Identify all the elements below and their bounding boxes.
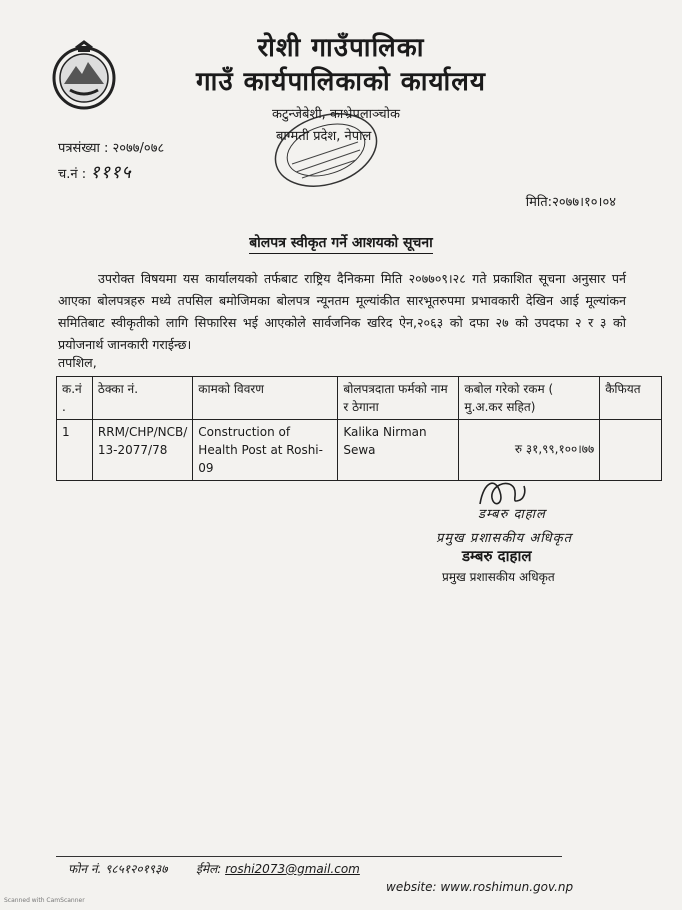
header-amount: कबोल गरेको रकम ( मु.अ.कर सहित) — [459, 377, 600, 420]
scanner-watermark: Scanned with CamScanner — [4, 897, 85, 904]
reference-value: २०७७/०७८ — [112, 141, 165, 156]
notice-title — [0, 233, 682, 252]
office-title-line2: गाउँ कार्यपालिकाको कार्यालय — [196, 67, 486, 97]
header-remarks: कैफियत — [600, 377, 662, 420]
tapsil-label: तपशिल, — [58, 355, 97, 370]
office-address-line2: बाग्मती प्रदेश, नेपाल — [276, 129, 372, 144]
dispatch-number — [58, 160, 132, 184]
footer-divider — [56, 856, 562, 857]
signature-name-handwritten: डम्बरु दाहाल — [478, 507, 546, 522]
dispatch-label: च.नं : — [58, 167, 87, 182]
cell-contract-no: RRM/CHP/NCB/ 13-2077/78 — [92, 420, 192, 481]
bid-table — [56, 376, 662, 481]
header-contract-no: ठेक्का नं. — [92, 377, 192, 420]
notice-body: उपरोक्त विषयमा यस कार्यालयको तर्फबाट राष्ट्रिय दैनिकमा मिति २०७७०९।२८ गते प्रकाशित सूचना अनुसार पर्न आएका बोलपत्रहरु मध्ये तपसिल बमोजिमका बोलपत्र न्यूनतम मूल्यांकीत सारभूतरुपमा प्रभावकारी देखिन आई मूल्यांकन समितिबाट स्वीकृतीको लागि सिफारिस भई आएकोले सार्वजनिक खरिद ऐन,२०६३ को दफा २७ को उपदफा २ र ३ को प्रयोजनार्थ जानकारी गराईन्छ। — [58, 271, 626, 352]
header-sn: क.नं . — [57, 377, 93, 420]
signature-title-handwritten: प्रमुख प्रशासकीय अधिकृत — [436, 531, 573, 546]
reference-label: पत्रसंख्या : — [58, 141, 109, 156]
signature-title-stamp: प्रमुख प्रशासकीय अधिकृत — [442, 570, 555, 584]
header-bidder: बोलपत्रदाता फर्मको नाम र ठेगाना — [338, 377, 459, 420]
notice-title-text: बोलपत्र स्वीकृत गर्ने आशयको सूचना — [249, 235, 433, 254]
dispatch-value: १११५ — [90, 162, 132, 183]
cell-sn: 1 — [57, 420, 93, 481]
office-title-line1: रोशी गाउँपालिका — [257, 33, 425, 63]
header-description: कामको विवरण — [193, 377, 338, 420]
footer-email-link[interactable]: roshi2073@gmail.com — [225, 862, 360, 876]
footer-email-label: ईमेल: — [196, 862, 222, 876]
cell-description: Construction of Health Post at Roshi-09 — [193, 420, 338, 481]
footer-phone: फोन नं. ९८५१२०१९३७ — [68, 862, 168, 876]
cell-remarks — [600, 420, 662, 481]
cell-amount: रु ३१,९९,१००।७७ — [459, 420, 600, 481]
footer-website[interactable]: website: www.roshimun.gov.np — [386, 880, 574, 894]
signature-name-stamp: डम्बरु दाहाल — [462, 547, 532, 565]
notice-date: मिति:२०७७।१०।०४ — [525, 195, 616, 210]
footer-email — [196, 860, 360, 877]
cell-bidder: Kalika Nirman Sewa — [338, 420, 459, 481]
table-header-row — [57, 377, 662, 420]
reference-number — [58, 138, 164, 156]
table-row — [57, 420, 662, 481]
office-address-line1: कटुन्जेबेशी, काभ्रेपलाञ्चोक — [272, 107, 400, 122]
